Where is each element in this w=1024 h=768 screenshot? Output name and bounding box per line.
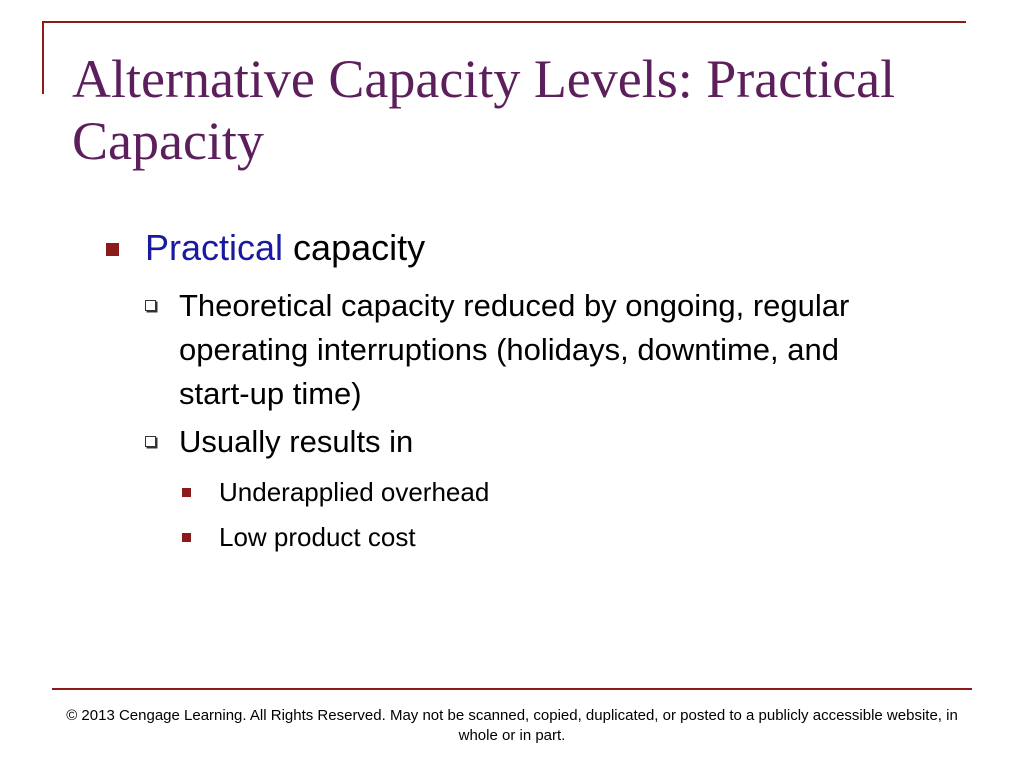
- hollow-square-bullet-icon: [145, 436, 156, 447]
- sub-bullet-2: [145, 420, 865, 464]
- sub-sub-bullet-2: [182, 519, 416, 555]
- sub-bullet-1: [145, 284, 865, 416]
- bullet-level1: [106, 226, 425, 270]
- sub-bullet-1-text: Theoretical capacity reduced by ongoing, regular operating interruptions (holidays, downtime, and start-up time): [179, 288, 850, 411]
- bullet-level1-text: [145, 226, 425, 270]
- footer-divider: [52, 688, 972, 690]
- frame-left-line: [42, 21, 44, 94]
- frame-top-line: [42, 21, 966, 23]
- sub-sub-bullet-1-text: Underapplied overhead: [219, 477, 490, 507]
- sub-sub-bullet-1: [182, 474, 489, 510]
- bullet-rest: capacity: [283, 227, 426, 268]
- sub-sub-bullet-2-text: Low product cost: [219, 522, 416, 552]
- hollow-square-bullet-icon: [145, 300, 156, 311]
- sub-bullet-2-text: Usually results in: [179, 424, 414, 459]
- square-bullet-icon: [106, 243, 119, 256]
- bullet-highlight: Practical: [145, 227, 284, 268]
- slide-title: Alternative Capacity Levels: Practical Capacity: [72, 49, 896, 171]
- square-bullet-icon: [182, 533, 191, 542]
- square-bullet-icon: [182, 488, 191, 497]
- copyright-footer: © 2013 Cengage Learning. All Rights Reserved. May not be scanned, copied, duplicated, or posted to a publicly accessible website, in whole or in part.: [66, 707, 958, 744]
